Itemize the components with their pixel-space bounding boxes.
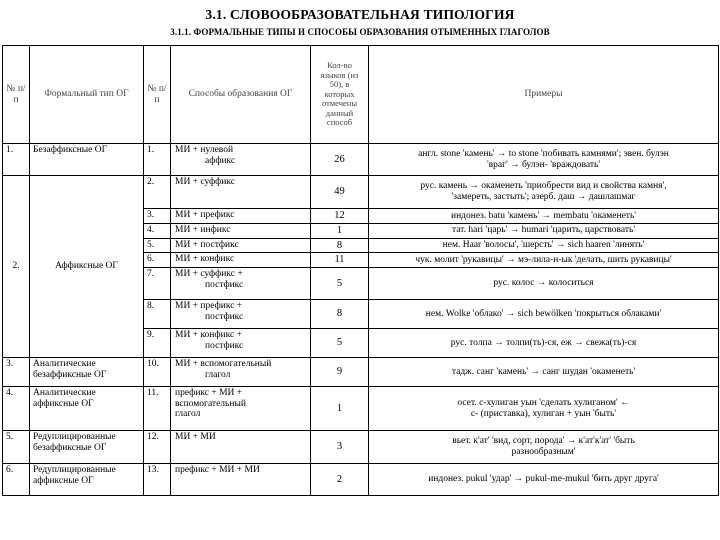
method-cell xyxy=(171,300,311,329)
table-header-row xyxy=(3,46,719,144)
row-number: 1. xyxy=(144,144,171,176)
method-cell xyxy=(171,387,311,431)
count-cell: 1 xyxy=(311,223,369,238)
example-line: чук. молит 'рукавицы' → мэ-лила-н-ык 'делать, шить рукавицы' xyxy=(415,254,672,265)
example-line: англ. stone 'камень' → to stone 'побивать камнями'; эвен. булэн xyxy=(418,148,669,159)
table-row xyxy=(3,358,719,387)
count-cell: 11 xyxy=(311,253,369,268)
example-line: рус. колос → колоситься xyxy=(493,278,594,289)
method-cell xyxy=(171,209,311,224)
method-line: МИ + суффикс xyxy=(175,177,235,187)
table-row xyxy=(3,144,719,176)
group-number: 6. xyxy=(3,464,30,496)
count-cell: 5 xyxy=(311,329,369,358)
method-line: глагол xyxy=(175,409,201,420)
count-cell: 8 xyxy=(311,300,369,329)
method-line: МИ + префикс + xyxy=(175,301,243,311)
page-title: 3.1. СЛОВООБРАЗОВАТЕЛЬНАЯ ТИПОЛОГИЯ xyxy=(205,7,515,22)
count-cell: 5 xyxy=(311,268,369,300)
group-number: 4. xyxy=(3,387,30,431)
example-line: 'замереть, застыть'; азерб. даш → дашлашмаг xyxy=(451,192,636,202)
row-number: 10. xyxy=(144,358,171,387)
example-line: 'враг' → булэн- 'враждовать' xyxy=(486,159,601,170)
group-type: Аналитические аффиксные ОГ xyxy=(30,387,144,431)
method-line: МИ + суффикс + xyxy=(175,269,243,279)
group-number: 2. xyxy=(3,176,30,358)
example-line: тат. hari 'царь' → humari 'царить, царствовать' xyxy=(451,225,636,236)
method-cell xyxy=(171,464,311,496)
method-cell xyxy=(171,358,311,387)
row-number: 6. xyxy=(144,253,171,268)
method-line: постфикс xyxy=(205,311,244,322)
method-line: вспомогательный xyxy=(175,398,246,409)
method-cell xyxy=(171,253,311,268)
method-line: МИ + нулевой xyxy=(175,145,234,155)
row-number: 2. xyxy=(144,176,171,209)
row-number: 3. xyxy=(144,209,171,224)
row-number: 5. xyxy=(144,238,171,253)
header-method: Способы образования ОГ xyxy=(171,46,311,144)
group-number: 1. xyxy=(3,144,30,176)
example-cell xyxy=(369,209,719,224)
row-number: 13. xyxy=(144,464,171,496)
example-cell xyxy=(369,268,719,300)
count-cell: 8 xyxy=(311,238,369,253)
example-cell xyxy=(369,223,719,238)
method-line: префикс + МИ + МИ xyxy=(175,465,260,475)
table-row xyxy=(3,431,719,464)
group-type: Аффиксные ОГ xyxy=(30,176,144,358)
header-type: Формальный тип ОГ xyxy=(30,46,144,144)
method-line: глагол xyxy=(205,369,231,380)
group-number: 3. xyxy=(3,358,30,387)
count-cell: 26 xyxy=(311,144,369,176)
header-num-2: № п/п xyxy=(144,46,171,144)
method-cell xyxy=(171,238,311,253)
example-line: индонез. pukul 'удар' → pukul-me-mukul 'бить друг друга' xyxy=(428,474,659,485)
method-line: МИ + постфикс xyxy=(175,239,239,250)
example-line: тадж. санг 'камень' → санг шудан 'окаменеть' xyxy=(451,366,636,377)
example-line: рус. толпа → толпи(ть)-ся, еж → свежа(ть)-ся xyxy=(450,337,637,348)
count-cell: 12 xyxy=(311,209,369,224)
example-line: с- (приставка), хулиган + уын 'быть' xyxy=(470,408,617,419)
example-line: осет. с-хулиган уын 'сделать хулиганом' ← xyxy=(457,397,630,408)
method-cell xyxy=(171,268,311,300)
group-type: Редуплицированные безаффиксные ОГ xyxy=(30,431,144,464)
table-row xyxy=(3,464,719,496)
method-line: постфикс xyxy=(205,340,244,351)
row-number: 11. xyxy=(144,387,171,431)
example-line: нем. Haar 'волосы', 'шерсть' → sich haaren 'линять' xyxy=(442,240,645,251)
example-cell xyxy=(369,253,719,268)
example-cell xyxy=(369,238,719,253)
example-line: нем. Wolke 'облако' → sich bewölken 'покрыться облаками' xyxy=(425,308,662,319)
method-line: постфикс xyxy=(205,279,244,290)
method-cell xyxy=(171,431,311,464)
page-subtitle: 3.1.1. ФОРМАЛЬНЫЕ ТИПЫ И СПОСОБЫ ОБРАЗОВАНИЯ ОТЫМЕННЫХ ГЛАГОЛОВ xyxy=(170,27,550,37)
example-line: рус. камень → окаменеть 'приобрести вид и свойства камня', xyxy=(420,181,667,192)
row-number: 7. xyxy=(144,268,171,300)
method-cell xyxy=(171,144,311,176)
method-cell xyxy=(171,223,311,238)
method-line: МИ + конфикс + xyxy=(175,330,242,340)
header-num: № п/п xyxy=(3,46,30,144)
example-line: разнообразным' xyxy=(511,447,576,457)
row-number: 4. xyxy=(144,223,171,238)
count-cell: 2 xyxy=(311,464,369,496)
method-line: МИ + МИ xyxy=(175,432,216,442)
verb-types-table xyxy=(2,45,719,496)
method-line: МИ + вспомогательный xyxy=(175,359,272,369)
method-line: МИ + конфикс xyxy=(175,254,235,265)
example-cell xyxy=(369,431,719,464)
group-type: Редуплицированные аффиксные ОГ xyxy=(30,464,144,496)
method-line: аффикс xyxy=(205,155,236,166)
table-row xyxy=(3,387,719,431)
example-cell xyxy=(369,176,719,209)
example-line: вьет. к'ат' 'вид, сорт, порода' → к'ат'к'ат' 'быть xyxy=(452,436,635,447)
example-cell xyxy=(369,387,719,431)
example-cell xyxy=(369,464,719,496)
count-cell: 9 xyxy=(311,358,369,387)
example-cell xyxy=(369,358,719,387)
count-cell: 1 xyxy=(311,387,369,431)
row-number: 12. xyxy=(144,431,171,464)
header-count: Кол-во языков (из 50), в которых отмечены данный способ xyxy=(311,46,369,144)
method-line: МИ + префикс xyxy=(175,210,235,220)
group-number: 5. xyxy=(3,431,30,464)
example-line: индонез. batu 'камень' → membatu 'окаменеть' xyxy=(450,210,636,221)
method-line: МИ + инфикс xyxy=(175,224,231,235)
example-cell xyxy=(369,300,719,329)
group-type: Аналитические безаффиксные ОГ xyxy=(30,358,144,387)
method-line: префикс + МИ + xyxy=(175,388,243,398)
header-examples: Примеры xyxy=(369,46,719,144)
method-cell xyxy=(171,176,311,209)
method-cell xyxy=(171,329,311,358)
table-row xyxy=(3,176,719,209)
count-cell: 49 xyxy=(311,176,369,209)
group-type: Безаффиксные ОГ xyxy=(30,144,144,176)
example-cell xyxy=(369,144,719,176)
row-number: 8. xyxy=(144,300,171,329)
count-cell: 3 xyxy=(311,431,369,464)
row-number: 9. xyxy=(144,329,171,358)
example-cell xyxy=(369,329,719,358)
